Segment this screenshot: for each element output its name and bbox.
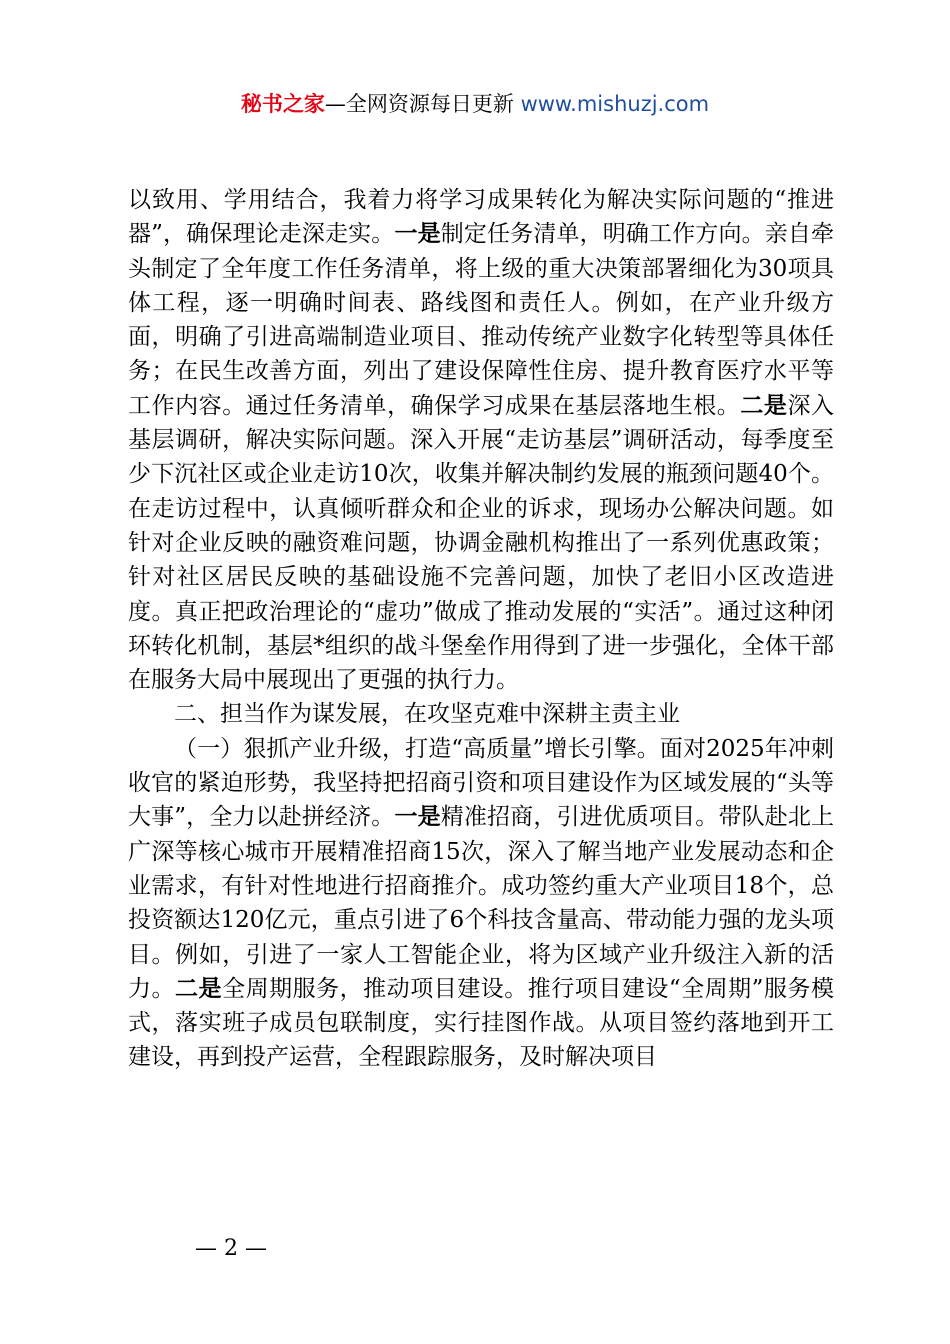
bold-lead-1: 一是 [394, 220, 441, 248]
paragraph-text: 深入基层调研，解决实际问题。深入开展“走访基层”调研活动，每季度至少下沉社区或企业走访10次，收集并解决制约发展的瓶颈问题40个。在走访过程中，认真倾听群众和企业的诉求，现场办公解决问题。如针对企业反映的融资难问题，协调金融机构推出了一系列优惠政策；针对社区居民反映的基础设施不完善问题，加快了老旧小区改造进度。真正把政治理论的“虚功”做成了推动发展的“实活”。通过这种闭环转化机制，基层*组织的战斗堡垒作用得到了进一步强化，全体干部在服务大局中展现出了更强的执行力。 [128, 392, 835, 694]
section-heading: 二、担当作为谋发展，在攻坚克难中深耕主责主业 [174, 701, 680, 728]
brand-name: 秘书之家 [240, 92, 325, 116]
paragraph-text: 以致用、学用结合，我着力将学习成果转化为解决实际问题的“推进器”，确保理论走深走实。 [128, 187, 834, 248]
paragraph-text: 精准招商，引进优质项目。带队赴北上广深等核心城市开展精准招商15次，深入了解当地产业发展动态和企业需求，有针对性地进行招商推介。成功签约重大产业项目18个，总投资额达120亿元，重点引进了6个科技含量高、带动能力强的龙头项目。例如，引进了一家人工智能企业，将为区域产业升级注入新的活力。 [128, 804, 835, 1002]
paragraph-text: 全周期服务，推动项目建设。推行项目建设“全周期”服务模式，落实班子成员包联制度，实行挂图作战。从项目签约落地到开工建设，再到投产运营，全程跟踪服务，及时解决项目 [128, 975, 834, 1071]
paragraph-industry [128, 732, 834, 1075]
page-number: — 2 — [195, 1236, 267, 1261]
document-body [128, 183, 834, 1075]
paragraph-continued [128, 183, 834, 697]
bold-lead-2: 二是 [175, 974, 223, 1002]
site-banner [0, 88, 950, 120]
paragraph-text: （一）狠抓产业升级，打造“高质量”增长引擎。面对2025年冲刺收官的紧迫形势，我坚持把招商引资和项目建设作为区域发展的“头等大事”，全力以赴拼经济。 [128, 735, 834, 831]
bold-lead-2: 二是 [740, 391, 788, 419]
bold-lead-1: 一是 [394, 803, 441, 831]
paragraph-text: 制定任务清单，明确工作方向。亲自牵头制定了全年度工作任务清单，将上级的重大决策部署细化为30项具体工程，逐一明确时间表、路线图和责任人。例如，在产业升级方面，明确了引进高端制造业项目、推动传统产业数字化转型等具体任务；在民生改善方面，列出了建设保障性住房、提升教育医疗水平等工作内容。通过任务清单，确保学习成果在基层落地生根。 [128, 221, 835, 419]
site-url-link[interactable]: www.mishuzj.com [520, 92, 710, 116]
banner-slogan: —全网资源每日更新 [324, 92, 521, 116]
